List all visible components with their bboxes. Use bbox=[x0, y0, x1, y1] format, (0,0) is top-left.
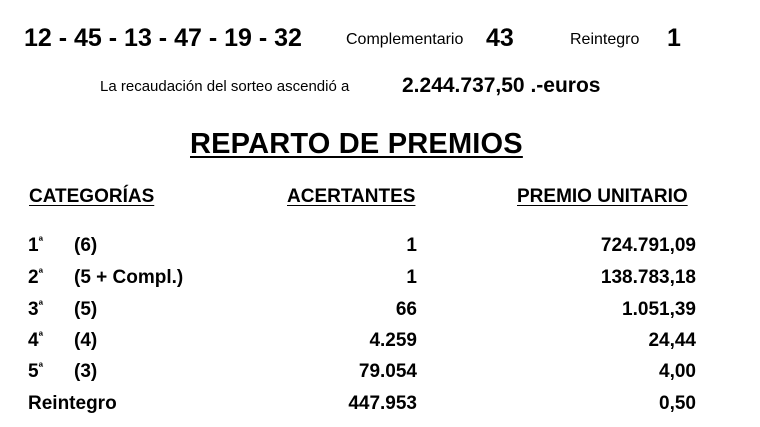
table-row bbox=[0, 330, 760, 360]
row-category: $4^ª$ bbox=[28, 329, 44, 351]
row-category: $5^ª$ bbox=[28, 360, 44, 382]
section-title: REPARTO DE PREMIOS bbox=[190, 128, 523, 160]
row-winners: 4.259 bbox=[369, 330, 417, 351]
complementario-label: Complementario bbox=[346, 31, 464, 48]
table-row bbox=[0, 235, 760, 265]
column-header-unit-prize: PREMIO UNITARIO bbox=[517, 186, 688, 207]
row-prize: 724.791,09 bbox=[600, 235, 696, 256]
reintegro-value: 1 bbox=[667, 24, 681, 52]
row-category: $1^ª$ bbox=[28, 234, 44, 256]
table-row bbox=[0, 267, 760, 297]
table-row bbox=[0, 361, 760, 391]
row-match: (6) bbox=[74, 235, 98, 256]
collection-label: La recaudación del sorteo ascendió a bbox=[100, 78, 350, 95]
column-header-winners: ACERTANTES bbox=[287, 186, 416, 207]
row-match: (3) bbox=[74, 361, 98, 382]
row-match: (5 + Compl.) bbox=[74, 267, 184, 288]
row-match: (5) bbox=[74, 299, 98, 320]
row-winners: 1 bbox=[406, 235, 417, 256]
row-prize: 0,50 bbox=[659, 393, 696, 414]
row-category: Reintegro bbox=[28, 393, 117, 414]
row-category: $3^ª$ bbox=[28, 298, 44, 320]
table-row bbox=[0, 393, 760, 423]
column-header-categories: CATEGORÍAS bbox=[29, 186, 155, 207]
row-winners: 66 bbox=[395, 299, 417, 320]
row-winners: 79.054 bbox=[358, 361, 417, 382]
row-prize: 1.051,39 bbox=[622, 299, 696, 320]
row-winners: 1 bbox=[406, 267, 417, 288]
row-prize: 138.783,18 bbox=[600, 267, 696, 288]
winning-numbers-row bbox=[24, 20, 724, 56]
row-match: (4) bbox=[74, 330, 98, 351]
table-row bbox=[0, 299, 760, 329]
row-winners: 447.953 bbox=[348, 393, 417, 414]
row-prize: 24,44 bbox=[648, 330, 696, 351]
row-prize: 4,00 bbox=[659, 361, 696, 382]
collection-amount: 2.244.737,50 .-euros bbox=[402, 74, 601, 97]
complementario-value: 43 bbox=[486, 24, 514, 52]
winning-numbers: 12 - 45 - 13 - 47 - 19 - 32 bbox=[24, 24, 302, 52]
reintegro-label: Reintegro bbox=[570, 31, 640, 48]
row-category: $2^ª$ bbox=[28, 266, 44, 288]
